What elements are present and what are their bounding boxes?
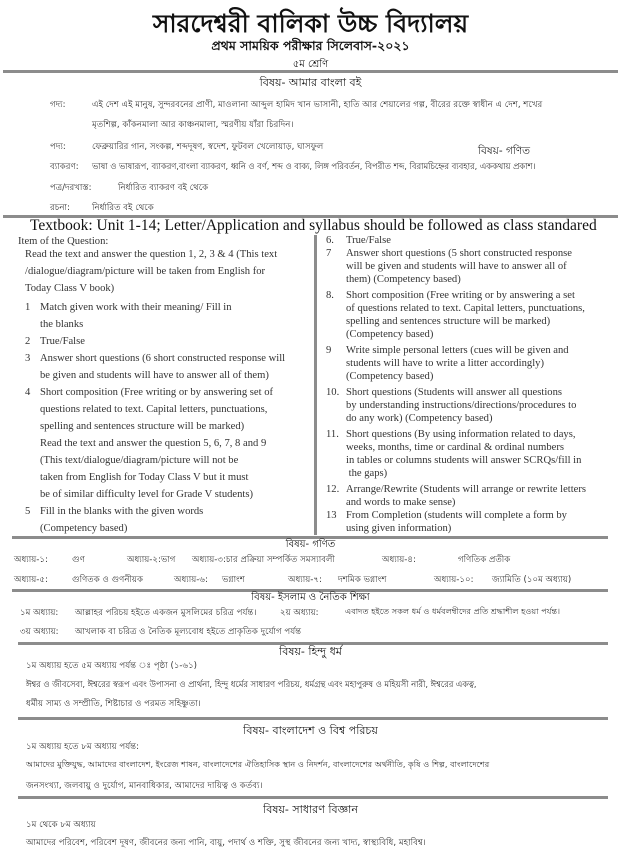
math-chapter-text: গুণ [72,555,85,565]
item-text: Short composition (Free writing or by answering a set [346,290,575,301]
islam-chapter-text: আখলাক বা চরিত্র ও নৈতিক মূল্যবোধ হইতে প্রাকৃতিক দুর্যোগ পর্যন্ত [75,627,302,637]
item-text: True/False [346,235,391,246]
hindu-line1: ঈশ্বর ও জীবসেবা, ঈশ্বরের স্বরূপ এবং উপাসনা ও প্রার্থনা, হিন্দু ধর্মের সাধারণ পরিচয়, ধর্মগ্রন্থ এবং মহাপুরুষ ও মহিয়সী নারী, ঈশ্বরের একত্ব, [26,679,477,689]
hindu-range: ১ম অধ্যায় হতে ৫ম অধ্যায় পর্যন্ত ঃ পৃষ্ঠা (১-৬১) [26,661,198,671]
bgs-line1: আমাদের মুক্তিযুদ্ধ, আমাদের বাংলাদেশ, ইংরেজ শাষন, বাংলাদেশের ঐতিহাসিক স্থান ও নিদর্শন, বাংলাদেশের অর্থনীতি, কৃষি ও শিল্প, বাংলাদেশের [26,759,490,769]
intro-line: (This text/dialogue/diagram/picture will not be [40,455,239,466]
item-text: Answer short questions (6 short constructed response will [40,353,286,364]
class-name: ৫ম শ্রেণি [292,59,329,70]
item-text: (Competency based) [346,329,434,340]
list-item [326,344,569,383]
islam-chapter-text: আল্লাহর পরিচয় হইতে একজন মুসলিমের চরিত্র পর্যন্ত। [75,608,257,618]
bgs-range: ১ম অধ্যায় হতে ৮ম অধ্যায় পর্যন্ত: [26,742,139,752]
intro-line: be of similar difficulty level for Grade V students) [40,489,254,500]
school-name: সারদেশ্বরী বালিকা উচ্চ বিদ্যালয় [152,9,469,38]
subject-science: বিষয়- সাধারণ বিজ্ঞান [263,803,358,816]
item-text: the blanks [40,319,84,330]
subject-bangla: বিষয়- আমার বাংলা বই [259,76,362,89]
intro-line: taken from English for Today Class V but it must [40,472,249,483]
math-chapter-label: অধ্যায়-১০: [434,575,474,585]
math-chapter-text: জ্যামিতি (১০ম অধ্যায়) [492,575,572,585]
item-text: will be given and students will have to answer all of [346,261,567,272]
list-item [25,384,273,435]
subject-islam: বিষয়- ইসলাম ও নৈতিক শিক্ষা [251,592,370,603]
science-range: ১ম থেকে ৮ম অধ্যায় [26,820,96,830]
subject-hindu: বিষয়- হিন্দু ধর্ম [279,645,342,658]
list-item [326,289,585,341]
item-number: 8. [326,290,334,301]
math-chapter-label: অধ্যায়-৬: [174,575,208,585]
math-chapter-label: অধ্যায়-৫: [14,575,48,585]
patra-label: পত্র/দরখাস্ত: [50,183,92,193]
list-item [25,503,203,537]
list-item [326,483,586,509]
math-chapter-text: ভগ্নাংশ [222,575,245,585]
math-chapter-text: গণিতিক প্রতীক [458,555,511,565]
divider [18,796,608,799]
item-number: 4 [25,387,31,398]
item-text: (Competency based) [40,523,128,534]
bgs-line2: জনসংখ্যা, জলবায়ু ও দুর্যোগ, মানবাধিকার, আমাদের দায়িত্ব ও কর্তব্য। [26,781,263,791]
subject-math: বিষয়- গণিত [285,539,336,550]
intro-line: Read the text and answer the question 5, 6, 7, 8 and 9 [40,438,267,449]
islam-chapter-text: এবাদত হইতে সকল ধর্ম ও ধর্মবলম্বীদের প্রতি শ্রদ্ধাশীল হওয়া পর্যন্ত। [345,606,561,616]
list-item [326,509,567,535]
item-text: spelling and sentences structure will be marked) [40,421,245,432]
math-chapter-label: অধ্যায়-৭: [288,575,322,585]
item-text: them) (Competency based) [346,274,461,285]
intro-line: Today Class V book) [25,283,115,294]
list-item [25,350,285,384]
english-heading: Textbook: Unit 1-14; Letter/Application and syllabus should be followed as class standared [30,217,597,234]
item-text: questions related to text. Capital letters, punctuations, [40,404,268,415]
item-number: 6. [326,235,334,246]
item-number: 9 [326,345,332,356]
item-text: Fill in the blanks with the given words [40,506,204,517]
item-text: Arrange/Rewrite (Students will arrange or rewrite letters [346,484,587,495]
intro-line: Read the text and answer the question 1, 2, 3 & 4 (This text [25,249,278,260]
item-text: of questions related to text. Capital letters, punctuations, [346,303,585,314]
divider [18,717,608,720]
rachana-label: রচনা: [50,203,70,213]
item-text: True/False [40,336,85,347]
column-divider [314,235,317,535]
intro-text [25,246,277,297]
list-item [25,333,85,350]
item-text: Short questions (By using information related to days, [346,429,576,440]
patra-text: নির্ধারিত ব্যাকরণ বই থেকে [118,183,209,193]
math-chapter-label: অধ্যায়-৩:চার প্রক্রিয়া সম্পর্কিত সমস্যাবলী [192,555,335,565]
science-line1: আমাদের পরিবেশ, পরিবেশ দূষণ, জীবনের জন্য পানি, বায়ু, পদার্থ ও শক্তি, সুস্থ জীবনের জন্য খাদ্য, স্বাস্থ্যবিধি, মহাবিশ্ব। [26,838,426,848]
gadya-label: গদ্য: [50,100,66,110]
item-number: 2 [25,336,31,347]
list-item [25,299,232,333]
subject-bgs: বিষয়- বাংলাদেশ ও বিশ্ব পরিচয় [243,724,378,737]
padya-text: ফেব্রুয়ারির গান, সংকল্প, শব্দদূষণ, স্বদেশ, ফুটবল খেলোয়াড়, ঘাসফুল [92,142,324,152]
item-text: Answer short questions (5 short constructed response [346,248,572,259]
item-number: 1 [25,302,31,313]
exam-title: প্রথম সাময়িক পরীক্ষার সিলেবাস-২০২১ [211,38,410,53]
byakaran-label: ব্যাকরণ: [50,162,79,172]
item-number: 10. [326,387,340,398]
item-text: using given information) [346,523,452,534]
item-text: Match given work with their meaning/ Fill in [40,302,232,313]
islam-chapter-label: ১ম অধ্যায়: [20,608,59,618]
stray-subject-math: বিষয়- গণিত [478,145,531,157]
padya-label: পদ্য: [50,142,66,152]
islam-chapter-label: ৩য় অধ্যায়: [20,627,59,637]
list-item [326,247,572,286]
item-text: spelling and sentences structure will be marked) [346,316,551,327]
item-text: students will have to write a litter accordingly) [346,358,544,369]
math-chapter-text: দশমিক ভগ্নাংশ [338,575,387,585]
math-chapter-text: গুণিতক ও গুণনীয়ক [72,575,144,585]
math-chapter-label: অধ্যায়-৪: [382,555,416,565]
item-text: Write simple personal letters (cues will be given and [346,345,569,356]
item-number: 13 [326,510,337,521]
math-chapter-label: অধ্যায়-২:ভাগ [127,555,176,565]
item-number: 5 [25,506,31,517]
islam-chapter-label: ২য় অধ্যায়: [280,608,319,618]
item-number: 12. [326,484,340,495]
list-item [326,428,581,480]
divider [3,70,618,73]
item-number: 7 [326,248,332,259]
item-text: From Completion (students will complete a form by [346,510,567,521]
second-intro [40,435,266,503]
item-text: by understanding instructions/directions/procedures to [346,400,577,411]
item-text: Short questions (Students will answer all questions [346,387,562,398]
item-text: do any work) (Competency based) [346,413,493,424]
math-chapter-label: অধ্যায়-১: [14,555,48,565]
item-text: in tables or columns students will answer SCRQs/fill in [346,455,582,466]
rachana-text: নির্ধারিত বই থেকে [92,203,154,213]
hindu-line2: ধর্মীয় সাম্য ও সম্প্রীতি, শিষ্টাচার ও পরমত সহিষ্ণুতা। [26,699,201,709]
item-text: and words to make sense) [346,497,456,508]
item-text: be given and students will have to answer all of them) [40,370,269,381]
item-number: 11. [326,429,339,440]
byakaran-text: ভাষা ও ভাষারূপ, ব্যাকরণ,বাংলা ব্যাকরণ, ধ্বনি ও বর্ণ, শব্দ ও বাক্য, লিঙ্গ পরিবর্তন, বিপরীত শব্দ, বিরামচিহ্নের ব্যবহার, এককথায় প্রকাশ। [92,161,536,171]
gadya-text-line2: মৃতশিল্প, কাঁকনমালা আর কাঞ্চনমালা, স্মরণীয় যাঁরা চিরদিন। [92,120,294,130]
item-number: 3 [25,353,31,364]
list-item [326,386,576,425]
item-text: the gaps) [346,468,388,479]
item-text: Short composition (Free writing or by answering set of [40,387,274,398]
item-text: (Competency based) [346,371,434,382]
item-of-question-title: Item of the Question: [18,236,109,247]
item-text: weeks, months, time or cardinal & ordinal numbers [346,442,565,453]
gadya-text-line1: এই দেশ এই মানুষ, সুন্দরবনের প্রাণী, মাওলানা আব্দুল হামিদ খান ভাসানী, হাতি আর শেয়ালের গল্প, বীরের রক্তে স্বাধীন এ দেশ, শখের [92,100,543,110]
intro-line: /dialogue/diagram/picture will be taken from English for [25,266,266,277]
list-item [326,234,391,247]
